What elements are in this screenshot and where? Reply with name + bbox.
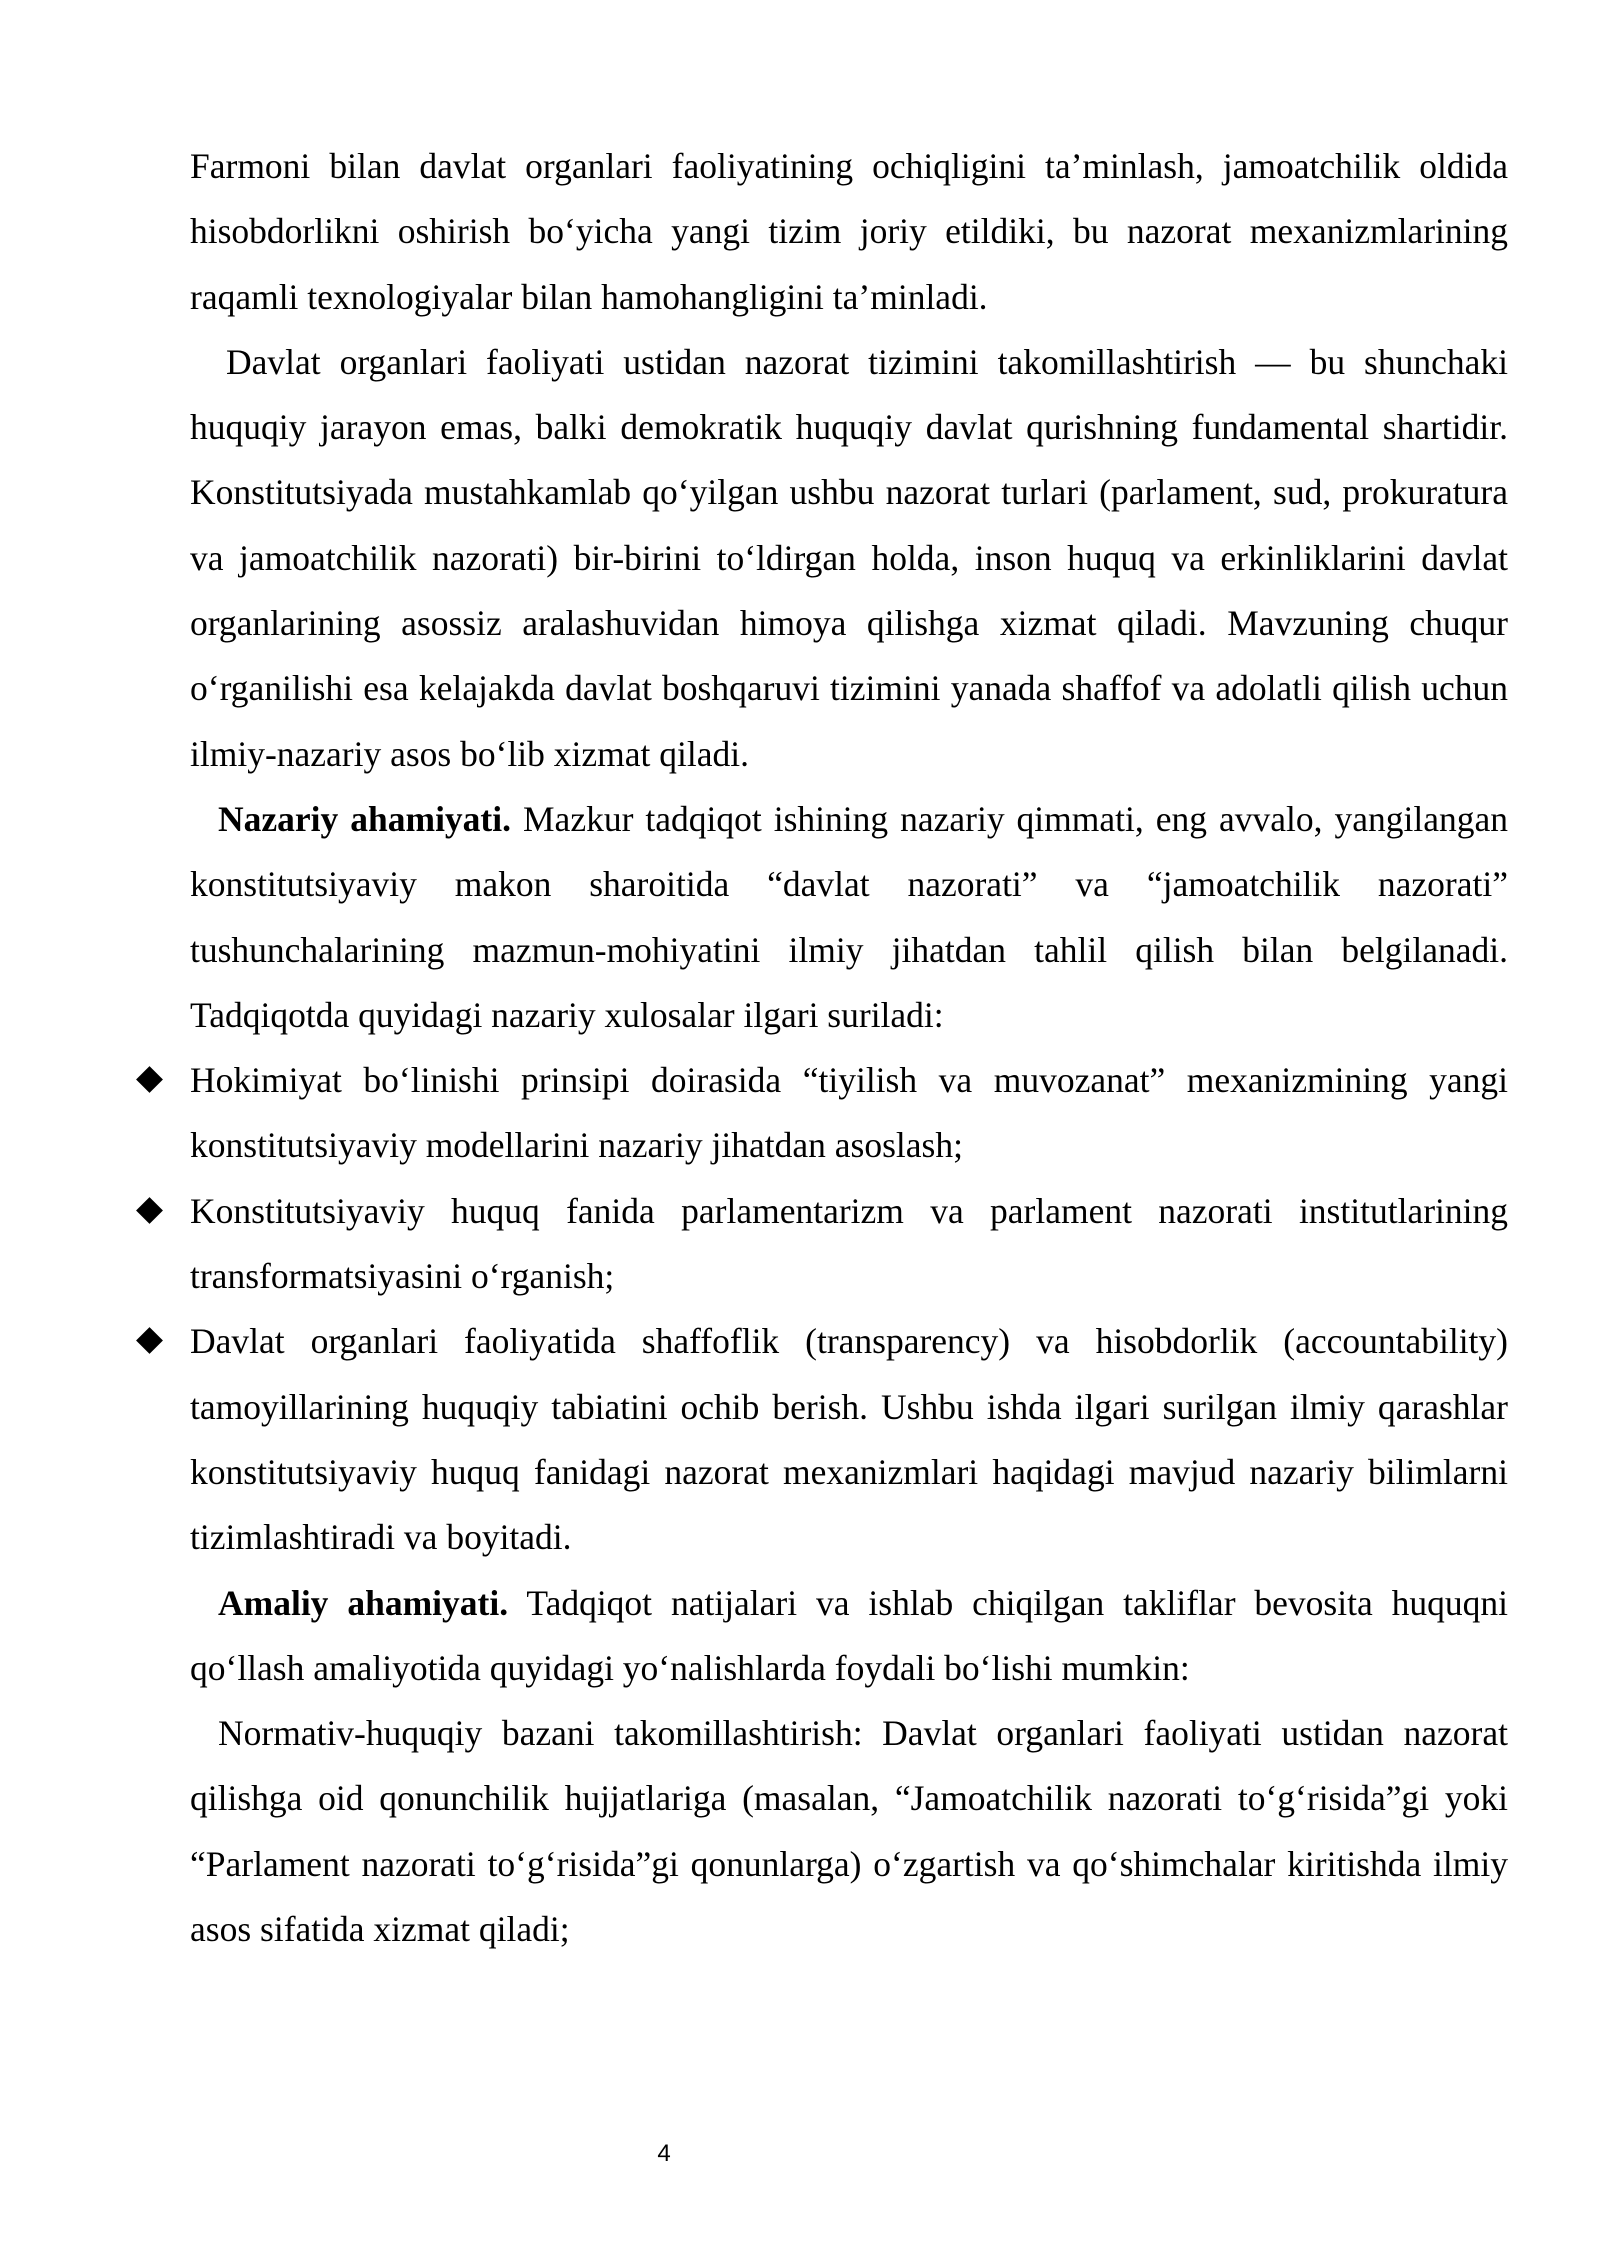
theoretical-significance-text: Mazkur tadqiqot ishining nazariy qimmati, eng avvalo, yangilangan konstitutsiyaviy makon sharoitida “davlat nazorati” va “jamoatchilik nazorati” tushunchalarining mazmun-mohiyatini ilmiy jihatdan tahlil qilish bilan belgilanadi. Tadqiqotda quyidagi nazariy xulosalar ilgari suriladi: [190, 798, 1508, 1035]
paragraph-practical-significance [190, 1571, 1508, 1702]
list-item-text: Davlat organlari faoliyatida shaffoflik (transparency) va hisobdorlik (accountability) tamoyillarining huquqiy tabiatini ochib berish. Ushbu ishda ilgari surilgan ilmiy qarashlar konstitutsiyaviy huquq fanidagi nazorat mexanizmlari haqidagi mavjud nazariy bilimlarni tizimlashtiradi va boyitadi. [190, 1321, 1508, 1558]
body-text [190, 134, 1508, 1962]
list-item [190, 1048, 1508, 1179]
page-number: 4 [657, 2140, 671, 2167]
heading-theoretical-significance: Nazariy ahamiyati. [218, 798, 511, 839]
paragraph-control-system: Davlat organlari faoliyati ustidan nazorat tizimini takomillashtirish — bu shunchaki huquqiy jarayon emas, balki demokratik huquqiy davlat qurishning fundamental shartidir. Konstitutsiyada mustahkamlab qo‘yilgan ushbu nazorat turlari (parlament, sud, prokuratura va jamoatchilik nazorati) bir-birini to‘ldirgan holda, inson huquq va erkinliklarini davlat organlarining asossiz aralashuvidan himoya qilishga xizmat qiladi. Mavzuning chuqur o‘rganilishi esa kelajakda davlat boshqaruvi tizimini yanada shaffof va adolatli qilish uchun ilmiy-nazariy asos bo‘lib xizmat qiladi. [190, 341, 1508, 774]
paragraph-normative-base: Normativ-huquqiy bazani takomillashtirish: Davlat organlari faoliyati ustidan nazorat qilishga oid qonunchilik hujjatlariga (masalan, “Jamoatchilik nazorati to‘g‘risida”gi yoki “Parlament nazorati to‘g‘risida”gi qonunlarga) o‘zgartish va qo‘shimchalar kiritishda ilmiy asos sifatida xizmat qiladi; [190, 1713, 1508, 1950]
diamond-bullet-icon [136, 1327, 163, 1354]
list-item [190, 1179, 1508, 1310]
diamond-bullet-icon [136, 1066, 163, 1093]
paragraph-theoretical-significance [190, 787, 1508, 1048]
paragraph-intro: Farmoni bilan davlat organlari faoliyatining ochiqligini ta’minlash, jamoatchilik oldida hisobdorlikni oshirish bo‘yicha yangi tizim joriy etildiki, bu nazorat mexanizmlarining raqamli texnologiyalar bilan hamohangligini ta’minladi. [190, 146, 1508, 317]
practical-significance-text: Tadqiqot natijalari va ishlab chiqilgan takliflar bevosita huquqni qo‘llash amaliyotida quyidagi yo‘nalishlarda foydali bo‘lishi mumkin: [190, 1582, 1508, 1688]
theoretical-conclusions-list [190, 1048, 1508, 1570]
diamond-bullet-icon [136, 1197, 163, 1224]
list-item [190, 1309, 1508, 1570]
heading-practical-significance: Amaliy ahamiyati. [218, 1582, 509, 1623]
list-item-text: Konstitutsiyaviy huquq fanida parlamentarizm va parlament nazorati institutlarining transformatsiyasini o‘rganish; [190, 1190, 1508, 1297]
list-item-text: Hokimiyat bo‘linishi prinsipi doirasida “tiyilish va muvozanat” mexanizmining yangi konstitutsiyaviy modellarini nazariy jihatdan asoslash; [190, 1060, 1508, 1166]
